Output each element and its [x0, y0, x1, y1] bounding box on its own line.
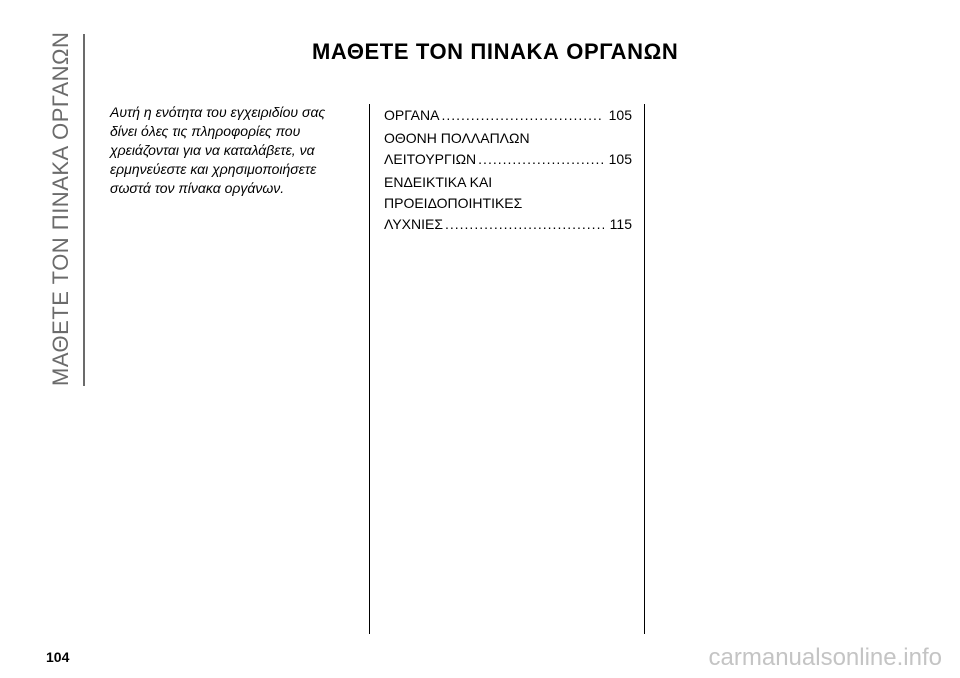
column-divider-right	[644, 104, 645, 634]
intro-line: δίνει όλες τις πληροφορίες που	[110, 123, 301, 139]
table-of-contents	[384, 105, 632, 237]
toc-entry-label: ΟΘΟΝΗ ΠΟΛΛΑΠΛΩΝ	[384, 130, 530, 146]
toc-entry-line	[384, 214, 632, 235]
page-title: ΜΑΘΕΤΕ ΤΟΝ ΠΙΝΑΚΑ ΟΡΓΑΝΩΝ	[312, 39, 679, 64]
intro-line: χρειάζονται για να καταλάβετε, να	[110, 142, 315, 158]
toc-entry-multifunction-display[interactable]	[384, 128, 632, 170]
toc-entry-label: ΟΡΓΑΝΑ	[384, 107, 440, 123]
toc-entry-warning-lights[interactable]	[384, 172, 632, 235]
toc-leader-dots	[478, 149, 602, 170]
intro-line: σωστά τον πίνακα οργάνων.	[110, 180, 285, 196]
intro-line: Αυτή η ενότητα του εγχειριδίου σας	[110, 104, 326, 120]
toc-entry-line	[384, 149, 632, 170]
toc-leader-dots	[441, 105, 602, 126]
column-divider-left	[369, 104, 370, 634]
toc-entry-label: ΛΕΙΤΟΥΡΓΙΩΝ	[384, 151, 477, 167]
watermark-text: carmanualsonline.info	[708, 644, 942, 671]
toc-page-number: 115	[609, 216, 632, 232]
toc-entry-instruments[interactable]	[384, 105, 632, 126]
side-section-tab: ΜΑΘΕΤΕ ΤΟΝ ΠΙΝΑΚΑ ΟΡΓΑΝΩΝ	[48, 31, 73, 386]
intro-line: ερμηνεύεστε και χρησιμοποιήσετε	[110, 161, 317, 177]
intro-text	[110, 103, 350, 198]
toc-page-number: 105	[608, 107, 632, 123]
toc-leader-dots	[445, 214, 604, 235]
page-number: 104	[46, 649, 70, 665]
toc-entry-label: ΕΝΔΕΙΚΤΙΚΑ ΚΑΙ	[384, 174, 493, 190]
toc-entry-label: ΛΥΧΝΙΕΣ	[384, 216, 443, 232]
toc-entry-label: ΠΡΟΕΙΔΟΠΟΙΗΤΙΚΕΣ	[384, 195, 523, 211]
toc-page-number: 105	[608, 151, 632, 167]
side-tab-underline	[83, 34, 85, 386]
toc-entry-line	[384, 105, 632, 126]
